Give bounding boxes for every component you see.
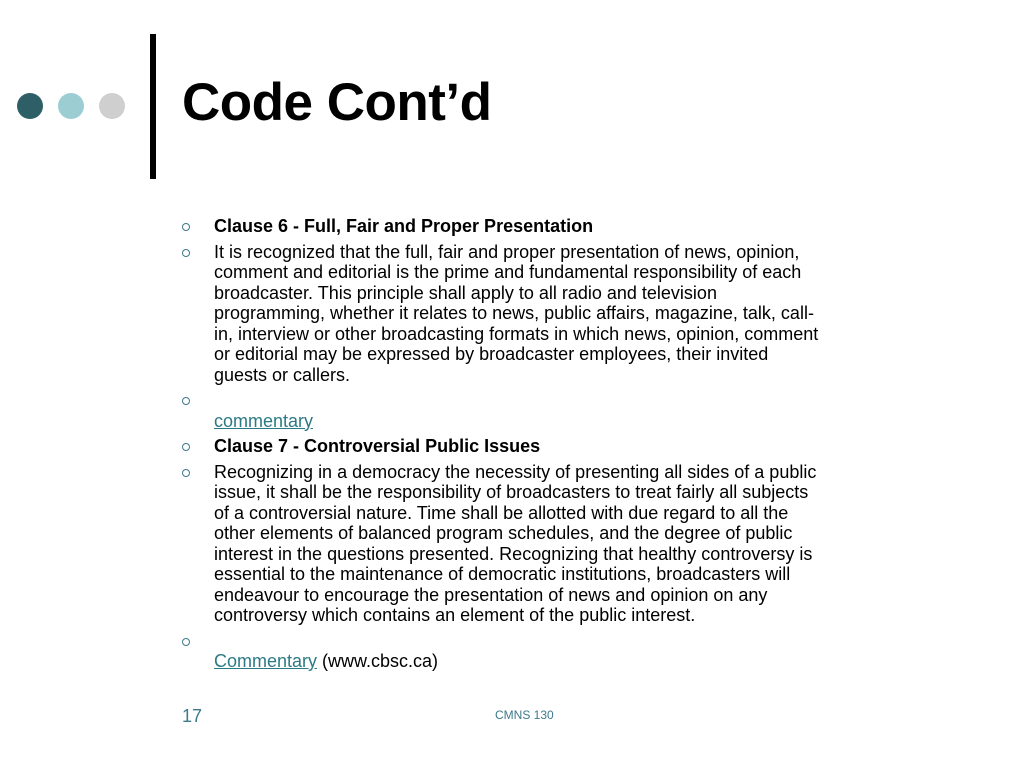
bullet-item-clause-6-heading (182, 216, 942, 237)
source-url-text: (www.cbsc.ca) (317, 651, 439, 671)
decorative-dots (17, 93, 125, 119)
commentary-link[interactable]: commentary (214, 410, 314, 431)
slide-title: Code Cont’d (182, 73, 492, 132)
clause-6-heading: Clause 6 - Full, Fair and Proper Presentation (214, 216, 594, 236)
footer-course-code: CMNS 130 (495, 708, 554, 722)
bullet-item-commentary-link (182, 390, 942, 431)
slide-body (182, 216, 942, 677)
clause-7-body: Recognizing in a democracy the necessity of presenting all sides of a public issue, it shall be the responsibility of broadcasters to treat fairly all subjects of a controversial nature. Time shall be allotted with due regard to all the other elements of balanced program schedules, and the degree of public interest in the questions presented. Recognizing that healthy controversy is essential to the maintenance of democratic institutions, broadcasters will endeavour to encourage the presentation of news and opinion on any controversy which contains an element of the public interest. (214, 461, 817, 625)
bullet-item-commentary-source (182, 631, 942, 672)
bullet-item-clause-7-heading (182, 436, 942, 457)
bullet-circle-icon (182, 249, 190, 257)
bullet-circle-icon (182, 223, 190, 231)
bullet-list (182, 216, 942, 672)
bullet-circle-icon (182, 443, 190, 451)
dot-dark-teal (17, 93, 43, 119)
bullet-circle-icon (182, 397, 190, 405)
clause-6-body: It is recognized that the full, fair and proper presentation of news, opinion, comment and editorial is the prime and fundamental responsibility of each broadcaster. This principle shall apply to all radio and television programming, whether it relates to news, public affairs, magazine, talk, call- in, interview or other broadcasting formats in which news, opinion, comment or editorial may be expressed by broadcaster employees, their invited guests or callers. (214, 241, 819, 385)
bullet-item-clause-6-body (182, 242, 942, 386)
commentary-source-link[interactable]: Commentary (214, 651, 318, 671)
bullet-item-clause-7-body (182, 462, 942, 626)
dot-light-teal (58, 93, 84, 119)
bullet-circle-icon (182, 469, 190, 477)
page-number: 17 (182, 706, 203, 726)
dot-light-gray (99, 93, 125, 119)
title-divider-bar (150, 34, 156, 179)
clause-7-heading: Clause 7 - Controversial Public Issues (214, 436, 541, 456)
bullet-circle-icon (182, 638, 190, 646)
